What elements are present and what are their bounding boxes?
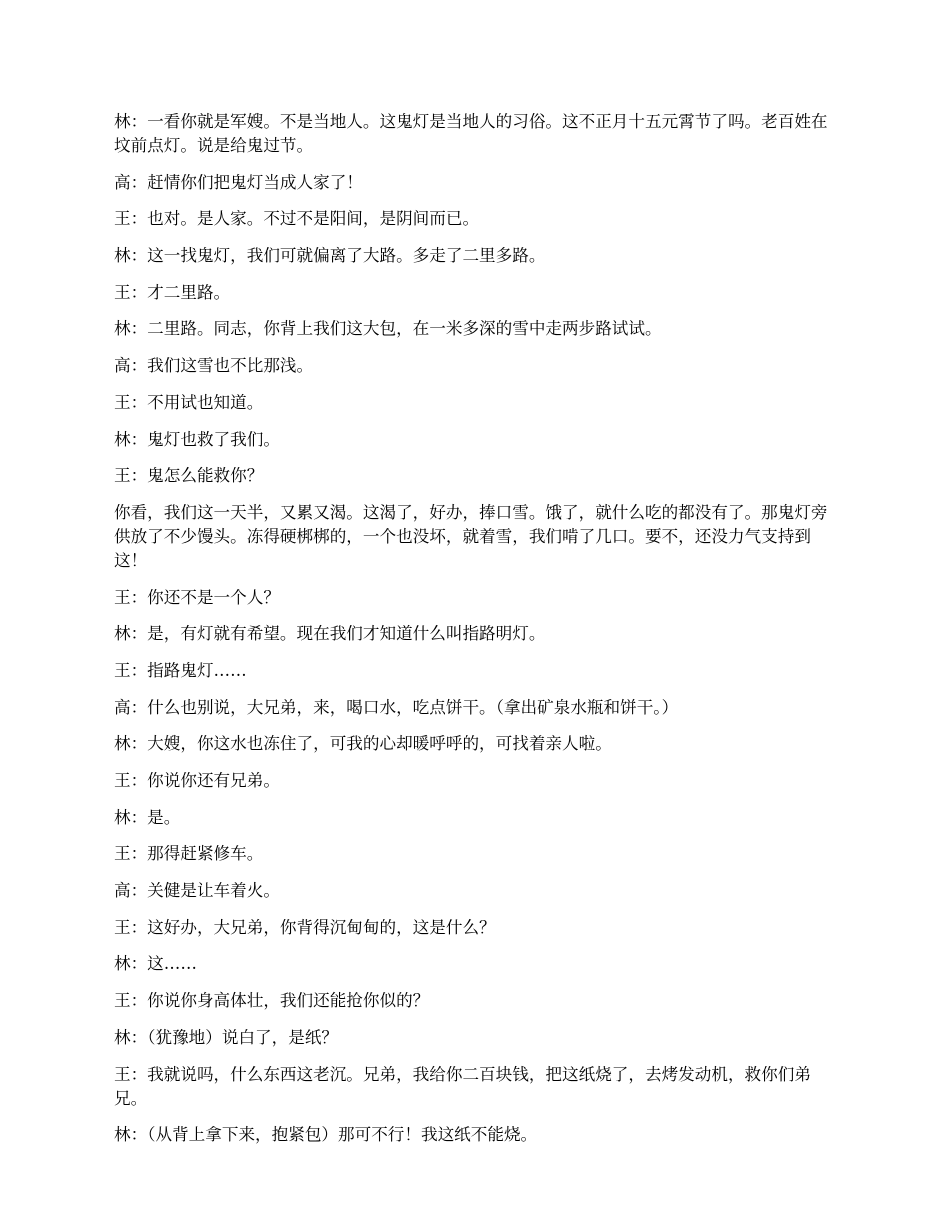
dialogue-line-18: 林：是。 [114,807,181,827]
dialogue-line-7: 高：我们这雪也不比那浅。 [114,356,314,376]
dialogue-line-17: 王：你说你还有兄弟。 [114,771,280,790]
dialogue-line-14: 王：指路鬼灯…… [114,660,247,680]
dialogue-line-21: 王：这好办，大兄弟，你背得沉甸甸的，这是什么？ [114,917,496,937]
dialogue-line-5: 王：才二里路。 [114,282,231,302]
dialogue-line-19: 王：那得赶紧修车。 [114,844,264,864]
dialogue-line-3: 王：也对。是人家。不过不是阳间，是阴间而已。 [114,209,480,229]
dialogue-line-24: 林：（犹豫地）说白了，是纸？ [114,1027,339,1047]
dialogue-line-26: 林：（从背上拿下来，抱紧包）那可不行！我这纸不能烧。 [114,1125,538,1145]
dialogue-line-6: 林：二里路。同志，你背上我们这大包，在一米多深的雪中走两步路试试。 [114,319,662,339]
dialogue-line-8: 王：不用试也知道。 [114,392,264,412]
document-page [114,110,840,1160]
dialogue-line-1: 林：一看你就是军嫂。不是当地人。这鬼灯是当地人的习俗。这不正月十五元霄节了吗。老百姓在坟前点灯。说是给鬼过节。 [114,112,828,155]
dialogue-line-2: 高：赶情你们把鬼灯当成人家了！ [114,172,363,192]
dialogue-line-22: 林：这…… [114,954,197,974]
dialogue-line-23: 王：你说你身高体壮，我们还能抢你似的？ [114,991,430,1011]
dialogue-line-10: 王：鬼怎么能救你？ [114,466,264,486]
narrative-paragraph: 你看，我们这一天半，又累又渴。这渴了，好办，捧口雪。饿了，就什么吃的都没有了。那鬼灯旁供放了不少馒头。冻得硬梆梆的，一个也没坏，就着雪，我们啃了几口。要不，还没力气支持到这！ [114,502,828,570]
dialogue-line-4: 林：这一找鬼灯，我们可就偏离了大路。多走了二里多路。 [114,246,546,266]
dialogue-line-20: 高：关健是让车着火。 [114,881,280,901]
dialogue-line-25: 王：我就说吗，什么东西这老沉。兄弟，我给你二百块钱，把这纸烧了，去烤发动机，救你们弟兄。 [114,1064,811,1108]
dialogue-line-15: 高：什么也别说，大兄弟，来，喝口水，吃点饼干。（拿出矿泉水瓶和饼干。） [114,697,679,717]
dialogue-line-13: 林：是，有灯就有希望。现在我们才知道什么叫指路明灯。 [114,624,546,644]
dialogue-line-9: 林：鬼灯也救了我们。 [114,429,280,449]
dialogue-line-12: 王：你还不是一个人？ [114,587,280,607]
dialogue-line-16: 林：大嫂，你这水也冻住了，可我的心却暖呼呼的，可找着亲人啦。 [114,734,612,754]
